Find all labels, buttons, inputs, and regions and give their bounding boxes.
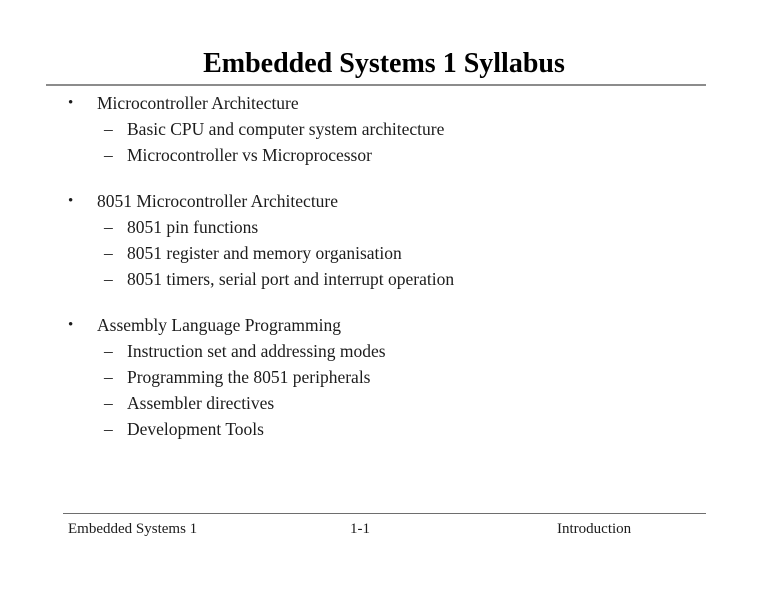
bullet-heading: Microcontroller Architecture <box>97 93 299 113</box>
bullet-item-text: Basic CPU and computer system architecture <box>127 119 445 139</box>
slide-text-row <box>0 312 768 338</box>
dash-icon: – <box>104 269 113 289</box>
slide-text-row <box>0 390 768 416</box>
footer-divider <box>63 513 706 514</box>
slide-text-row <box>0 142 768 168</box>
dash-icon: – <box>104 243 113 263</box>
dash-icon: – <box>104 341 113 361</box>
slide-text-row <box>0 266 768 292</box>
slide-title: Embedded Systems 1 Syllabus <box>203 48 565 79</box>
slide-text-row <box>0 116 768 142</box>
bullet-item-text: Instruction set and addressing modes <box>127 341 386 361</box>
slide-body <box>0 90 768 442</box>
footer-section-name: Introduction <box>557 521 632 537</box>
bullet-item-text: Microcontroller vs Microprocessor <box>127 145 372 165</box>
footer-course-name: Embedded Systems 1 <box>68 521 198 537</box>
slide-text-row <box>0 240 768 266</box>
slide-text-row <box>0 188 768 214</box>
title-divider <box>46 84 706 86</box>
bullet-item-text: Development Tools <box>127 419 264 439</box>
bullet-item-text: 8051 timers, serial port and interrupt operation <box>127 269 455 289</box>
dash-icon: – <box>104 145 113 165</box>
slide-text-row <box>0 416 768 442</box>
bullet-icon: • <box>68 95 74 111</box>
dash-icon: – <box>104 367 113 387</box>
bullet-icon: • <box>68 193 74 209</box>
bullet-group <box>0 312 768 442</box>
bullet-item-text: Assembler directives <box>127 393 275 413</box>
slide-text-row <box>0 364 768 390</box>
slide-text-row <box>0 338 768 364</box>
bullet-item-text: 8051 register and memory organisation <box>127 243 402 263</box>
dash-icon: – <box>104 419 113 439</box>
bullet-heading: Assembly Language Programming <box>97 315 341 335</box>
dash-icon: – <box>104 119 113 139</box>
bullet-icon: • <box>68 317 74 333</box>
bullet-group <box>0 188 768 292</box>
footer-page-number: 1-1 <box>350 521 370 537</box>
bullet-item-text: Programming the 8051 peripherals <box>127 367 371 387</box>
bullet-item-text: 8051 pin functions <box>127 217 259 237</box>
dash-icon: – <box>104 393 113 413</box>
bullet-group <box>0 90 768 168</box>
slide-text-row <box>0 214 768 240</box>
bullet-heading: 8051 Microcontroller Architecture <box>97 191 339 211</box>
dash-icon: – <box>104 217 113 237</box>
slide-text-row <box>0 90 768 116</box>
